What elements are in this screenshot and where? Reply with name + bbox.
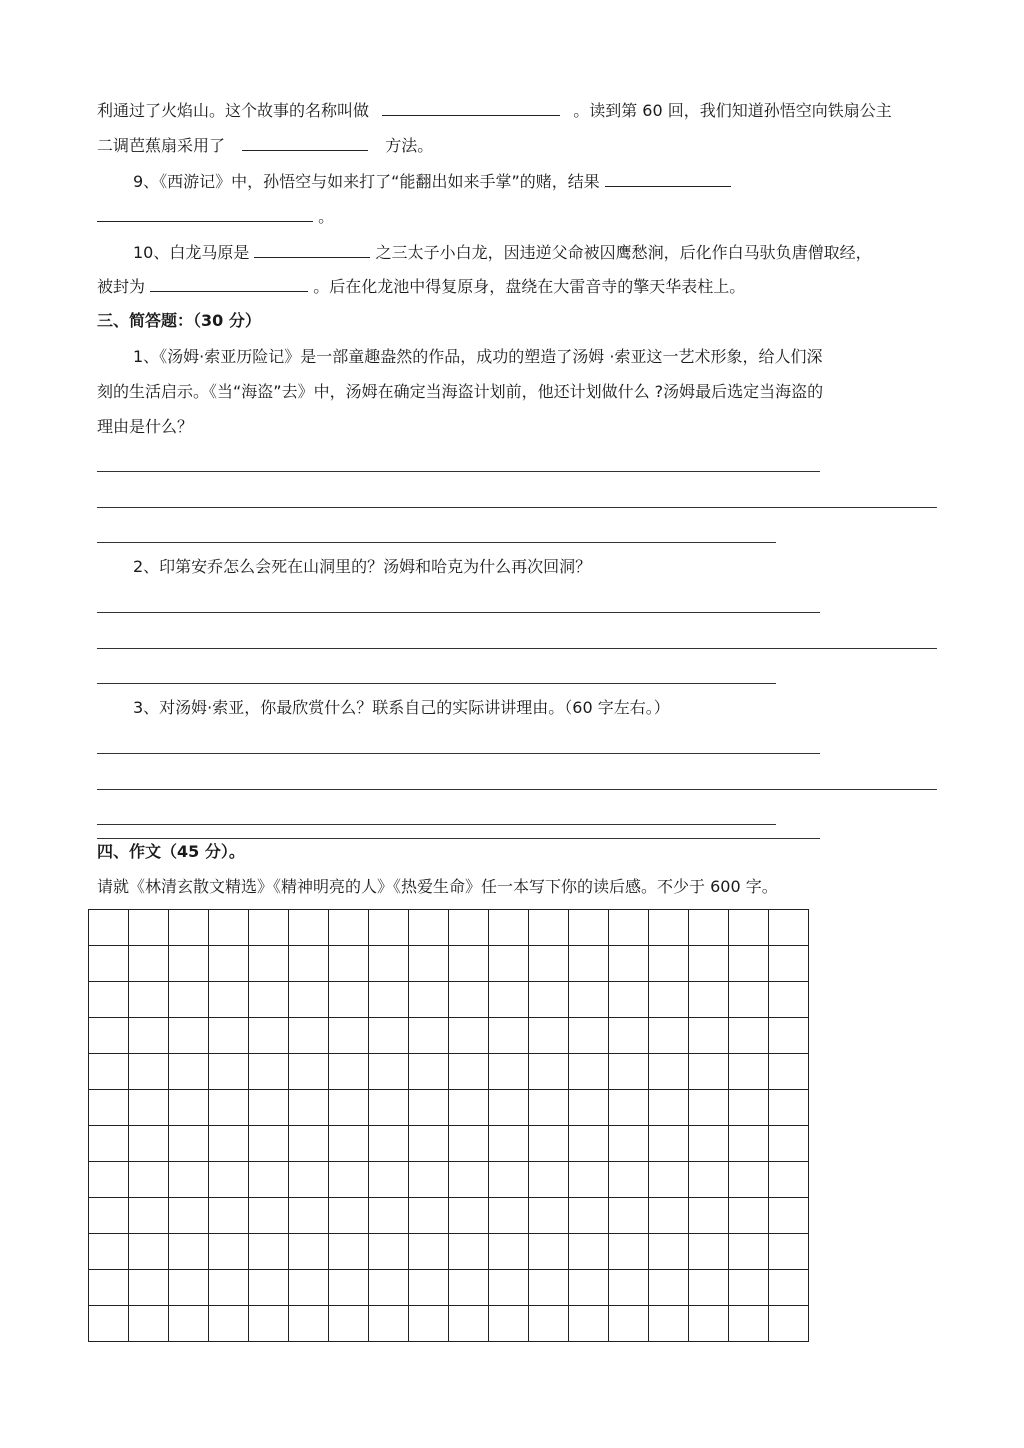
essay-grid-cell[interactable] bbox=[569, 982, 609, 1018]
essay-grid-cell[interactable] bbox=[289, 1162, 329, 1198]
essay-grid-cell[interactable] bbox=[529, 910, 569, 946]
essay-grid-cell[interactable] bbox=[249, 1198, 289, 1234]
essay-grid-cell[interactable] bbox=[649, 1234, 689, 1270]
essay-grid-cell[interactable] bbox=[769, 946, 809, 982]
essay-grid-cell[interactable] bbox=[369, 1306, 409, 1342]
essay-grid-cell[interactable] bbox=[569, 1198, 609, 1234]
essay-grid-cell[interactable] bbox=[489, 1018, 529, 1054]
essay-grid-cell[interactable] bbox=[769, 1234, 809, 1270]
essay-grid-cell[interactable] bbox=[249, 1090, 289, 1126]
essay-grid-cell[interactable] bbox=[449, 1090, 489, 1126]
essay-grid-cell[interactable] bbox=[169, 982, 209, 1018]
essay-grid-cell[interactable] bbox=[409, 1018, 449, 1054]
s3-q1-line-3: 理由是什么？ bbox=[97, 417, 194, 436]
essay-grid-cell[interactable] bbox=[529, 1306, 569, 1342]
essay-grid-cell[interactable] bbox=[609, 946, 649, 982]
essay-grid-cell[interactable] bbox=[209, 982, 249, 1018]
essay-grid-cell[interactable] bbox=[89, 1234, 129, 1270]
essay-grid-cell[interactable] bbox=[289, 946, 329, 982]
essay-grid-cell[interactable] bbox=[329, 1270, 369, 1306]
essay-grid-cell[interactable] bbox=[409, 1054, 449, 1090]
essay-grid-cell[interactable] bbox=[209, 946, 249, 982]
essay-grid-cell[interactable] bbox=[609, 1198, 649, 1234]
essay-grid-cell[interactable] bbox=[569, 1306, 609, 1342]
essay-grid-cell[interactable] bbox=[369, 1090, 409, 1126]
essay-grid-cell[interactable] bbox=[529, 982, 569, 1018]
essay-grid-cell[interactable] bbox=[729, 1198, 769, 1234]
essay-grid-cell[interactable] bbox=[369, 1234, 409, 1270]
q10-text-c: 被封为 bbox=[97, 277, 146, 296]
essay-grid-cell[interactable] bbox=[129, 982, 169, 1018]
essay-grid-cell[interactable] bbox=[449, 1234, 489, 1270]
essay-grid-cell[interactable] bbox=[409, 910, 449, 946]
essay-grid-cell[interactable] bbox=[289, 1054, 329, 1090]
q10-answer-blank-1[interactable] bbox=[254, 241, 370, 258]
essay-grid-cell[interactable] bbox=[529, 1162, 569, 1198]
essay-grid-cell[interactable] bbox=[89, 1270, 129, 1306]
essay-grid-cell[interactable] bbox=[649, 1018, 689, 1054]
essay-grid-cell[interactable] bbox=[689, 982, 729, 1018]
essay-grid-cell[interactable] bbox=[489, 946, 529, 982]
essay-grid-cell[interactable] bbox=[729, 1306, 769, 1342]
essay-grid-cell[interactable] bbox=[609, 910, 649, 946]
essay-grid-cell[interactable] bbox=[769, 1306, 809, 1342]
essay-grid-cell[interactable] bbox=[89, 1198, 129, 1234]
essay-grid-cell[interactable] bbox=[729, 946, 769, 982]
essay-grid-cell[interactable] bbox=[489, 1162, 529, 1198]
essay-grid-cell[interactable] bbox=[649, 1090, 689, 1126]
essay-grid-cell[interactable] bbox=[649, 1198, 689, 1234]
q8-text-a: 利通过了火焰山。这个故事的名称叫做 bbox=[97, 101, 370, 120]
s3-q2-answer-line-3[interactable] bbox=[97, 683, 776, 684]
s3-q1-line-2: 刻的生活启示。《当“海盗”去》中，汤姆在确定当海盗计划前，他还计划做什么 ?汤姆最后选定当海盗的 bbox=[97, 382, 824, 401]
essay-grid-cell[interactable] bbox=[449, 1054, 489, 1090]
essay-grid-cell[interactable] bbox=[169, 1198, 209, 1234]
s3-q3: 3、对汤姆·索亚，你最欣赏什么？联系自己的实际讲讲理由。（60 字左右。） bbox=[133, 698, 670, 717]
essay-grid-cell[interactable] bbox=[609, 1090, 649, 1126]
essay-grid-cell[interactable] bbox=[89, 982, 129, 1018]
essay-grid-cell[interactable] bbox=[369, 1018, 409, 1054]
essay-grid-cell[interactable] bbox=[729, 1090, 769, 1126]
essay-grid-cell[interactable] bbox=[249, 1234, 289, 1270]
essay-grid[interactable] bbox=[88, 909, 809, 1342]
essay-grid-cell[interactable] bbox=[769, 1090, 809, 1126]
essay-grid-cell[interactable] bbox=[569, 1126, 609, 1162]
essay-grid-cell[interactable] bbox=[609, 1306, 649, 1342]
essay-grid-cell[interactable] bbox=[529, 1090, 569, 1126]
essay-grid-cell[interactable] bbox=[649, 1306, 689, 1342]
q8-line-1 bbox=[97, 99, 892, 122]
essay-grid-cell[interactable] bbox=[209, 1270, 249, 1306]
essay-grid-cell[interactable] bbox=[769, 1198, 809, 1234]
essay-grid-cell[interactable] bbox=[409, 1162, 449, 1198]
essay-grid-cell[interactable] bbox=[329, 1234, 369, 1270]
essay-grid-cell[interactable] bbox=[369, 910, 409, 946]
essay-grid-cell[interactable] bbox=[129, 1270, 169, 1306]
s3-q3-answer-line-4[interactable] bbox=[97, 838, 820, 839]
essay-grid-cell[interactable] bbox=[89, 946, 129, 982]
q9-line-1 bbox=[133, 170, 731, 193]
essay-grid-cell[interactable] bbox=[649, 1126, 689, 1162]
essay-grid-cell[interactable] bbox=[609, 1270, 649, 1306]
essay-grid-cell[interactable] bbox=[729, 1126, 769, 1162]
essay-grid-cell[interactable] bbox=[209, 1126, 249, 1162]
essay-grid-cell[interactable] bbox=[489, 1270, 529, 1306]
essay-grid-cell[interactable] bbox=[449, 946, 489, 982]
essay-grid-cell[interactable] bbox=[369, 1270, 409, 1306]
essay-grid-cell[interactable] bbox=[129, 1306, 169, 1342]
essay-grid-cell[interactable] bbox=[249, 1054, 289, 1090]
q8-text-b: 。读到第 60 回，我们知道孙悟空向铁扇公主 bbox=[573, 101, 892, 120]
q10-answer-blank-2[interactable] bbox=[150, 275, 308, 292]
essay-grid-cell[interactable] bbox=[289, 1018, 329, 1054]
essay-grid-cell[interactable] bbox=[409, 1126, 449, 1162]
essay-grid-cell[interactable] bbox=[369, 982, 409, 1018]
essay-grid-cell[interactable] bbox=[569, 1090, 609, 1126]
q8-answer-blank-2[interactable] bbox=[242, 134, 368, 151]
essay-grid-cell[interactable] bbox=[129, 1234, 169, 1270]
essay-grid-cell[interactable] bbox=[409, 1090, 449, 1126]
q8-text-c: 二调芭蕉扇采用了 bbox=[97, 136, 226, 155]
essay-grid-cell[interactable] bbox=[409, 1270, 449, 1306]
essay-grid-cell[interactable] bbox=[569, 1018, 609, 1054]
essay-grid-cell[interactable] bbox=[769, 1162, 809, 1198]
section4-title: 四、作文（45 分）。 bbox=[97, 842, 245, 861]
s3-q2: 2、印第安乔怎么会死在山洞里的？汤姆和哈克为什么再次回洞？ bbox=[133, 557, 592, 576]
q10-line-2 bbox=[97, 275, 745, 298]
essay-grid-cell[interactable] bbox=[209, 910, 249, 946]
essay-grid-cell[interactable] bbox=[769, 1018, 809, 1054]
essay-grid-cell[interactable] bbox=[249, 1270, 289, 1306]
q10-line-1 bbox=[133, 241, 872, 264]
essay-grid-cell[interactable] bbox=[449, 1270, 489, 1306]
essay-grid-cell[interactable] bbox=[289, 1090, 329, 1126]
essay-grid-cell[interactable] bbox=[449, 1018, 489, 1054]
essay-grid-cell[interactable] bbox=[769, 1270, 809, 1306]
essay-grid-cell[interactable] bbox=[529, 1126, 569, 1162]
essay-grid-cell[interactable] bbox=[729, 1162, 769, 1198]
essay-grid-cell[interactable] bbox=[489, 1090, 529, 1126]
essay-grid-cell[interactable] bbox=[489, 1126, 529, 1162]
essay-grid-cell[interactable] bbox=[289, 1306, 329, 1342]
essay-grid-cell[interactable] bbox=[169, 1162, 209, 1198]
essay-grid-cell[interactable] bbox=[369, 946, 409, 982]
q10-text-d: 。后在化龙池中得复原身，盘绕在大雷音寺的擎天华表柱上。 bbox=[313, 277, 746, 296]
essay-grid-cell[interactable] bbox=[169, 1054, 209, 1090]
essay-grid-cell[interactable] bbox=[249, 982, 289, 1018]
essay-grid-cell[interactable] bbox=[89, 1054, 129, 1090]
essay-grid-cell[interactable] bbox=[209, 1162, 249, 1198]
essay-grid-cell[interactable] bbox=[249, 946, 289, 982]
s3-q3-answer-line-1[interactable] bbox=[97, 753, 820, 754]
essay-grid-cell[interactable] bbox=[369, 1054, 409, 1090]
essay-grid-cell[interactable] bbox=[89, 1018, 129, 1054]
essay-grid-cell[interactable] bbox=[529, 1198, 569, 1234]
essay-grid-cell[interactable] bbox=[449, 982, 489, 1018]
s3-q2-answer-line-2[interactable] bbox=[97, 648, 937, 649]
s3-q2-answer-line-1[interactable] bbox=[97, 612, 820, 613]
essay-grid-cell[interactable] bbox=[329, 1162, 369, 1198]
essay-grid-cell[interactable] bbox=[649, 910, 689, 946]
section3-title: 三、简答题：（30 分） bbox=[97, 311, 261, 330]
essay-grid-cell[interactable] bbox=[329, 1018, 369, 1054]
essay-grid-cell[interactable] bbox=[569, 946, 609, 982]
essay-grid-cell[interactable] bbox=[729, 1270, 769, 1306]
essay-grid-cell[interactable] bbox=[209, 1198, 249, 1234]
essay-grid-cell[interactable] bbox=[689, 1162, 729, 1198]
essay-grid-cell[interactable] bbox=[169, 1090, 209, 1126]
essay-grid-cell[interactable] bbox=[689, 946, 729, 982]
essay-grid-cell[interactable] bbox=[249, 1018, 289, 1054]
essay-grid-cell[interactable] bbox=[249, 910, 289, 946]
essay-grid-cell[interactable] bbox=[409, 946, 449, 982]
essay-grid-cell[interactable] bbox=[249, 1162, 289, 1198]
essay-grid-cell[interactable] bbox=[129, 910, 169, 946]
essay-grid-cell[interactable] bbox=[129, 946, 169, 982]
essay-grid-cell[interactable] bbox=[689, 1234, 729, 1270]
essay-grid-cell[interactable] bbox=[289, 910, 329, 946]
essay-grid-cell[interactable] bbox=[169, 946, 209, 982]
essay-grid-cell[interactable] bbox=[649, 1270, 689, 1306]
essay-grid-cell[interactable] bbox=[289, 1126, 329, 1162]
essay-grid-cell[interactable] bbox=[89, 1090, 129, 1126]
essay-grid-cell[interactable] bbox=[609, 1126, 649, 1162]
essay-grid-cell[interactable] bbox=[689, 1090, 729, 1126]
s3-q1-answer-line-1[interactable] bbox=[97, 471, 820, 472]
s3-q1-answer-line-2[interactable] bbox=[97, 507, 937, 508]
essay-grid-cell[interactable] bbox=[689, 1054, 729, 1090]
essay-grid-cell[interactable] bbox=[689, 1198, 729, 1234]
essay-grid-cell[interactable] bbox=[129, 1054, 169, 1090]
essay-grid-cell[interactable] bbox=[489, 982, 529, 1018]
essay-grid-cell[interactable] bbox=[329, 946, 369, 982]
essay-grid-cell[interactable] bbox=[529, 1054, 569, 1090]
essay-grid-cell[interactable] bbox=[609, 1162, 649, 1198]
essay-grid-cell[interactable] bbox=[729, 1234, 769, 1270]
essay-grid-cell[interactable] bbox=[409, 1234, 449, 1270]
essay-grid-cell[interactable] bbox=[169, 1234, 209, 1270]
s3-q3-answer-line-2[interactable] bbox=[97, 789, 937, 790]
essay-grid-cell[interactable] bbox=[409, 1306, 449, 1342]
essay-grid-cell[interactable] bbox=[129, 1126, 169, 1162]
essay-grid-cell[interactable] bbox=[329, 1198, 369, 1234]
essay-grid-cell[interactable] bbox=[569, 1162, 609, 1198]
essay-grid-cell[interactable] bbox=[609, 1054, 649, 1090]
essay-grid-cell[interactable] bbox=[329, 1090, 369, 1126]
essay-grid-cell[interactable] bbox=[89, 1126, 129, 1162]
essay-grid-cell[interactable] bbox=[209, 1054, 249, 1090]
essay-grid-cell[interactable] bbox=[609, 982, 649, 1018]
q8-line-2 bbox=[97, 134, 433, 157]
essay-grid-cell[interactable] bbox=[489, 910, 529, 946]
essay-grid-cell[interactable] bbox=[89, 1162, 129, 1198]
essay-grid-cell[interactable] bbox=[529, 1018, 569, 1054]
essay-grid-cell[interactable] bbox=[209, 1090, 249, 1126]
essay-grid-cell[interactable] bbox=[289, 1270, 329, 1306]
essay-grid-cell[interactable] bbox=[449, 1126, 489, 1162]
essay-grid-cell[interactable] bbox=[769, 910, 809, 946]
essay-grid-cell[interactable] bbox=[569, 910, 609, 946]
essay-grid-cell[interactable] bbox=[729, 1018, 769, 1054]
essay-grid-cell[interactable] bbox=[649, 982, 689, 1018]
s3-q1-answer-line-3[interactable] bbox=[97, 542, 776, 543]
essay-grid-cell[interactable] bbox=[329, 910, 369, 946]
essay-grid-cell[interactable] bbox=[329, 982, 369, 1018]
essay-grid-cell[interactable] bbox=[369, 1126, 409, 1162]
essay-grid-cell[interactable] bbox=[169, 910, 209, 946]
essay-grid-cell[interactable] bbox=[689, 1306, 729, 1342]
essay-grid-cell[interactable] bbox=[769, 982, 809, 1018]
essay-grid-cell[interactable] bbox=[609, 1234, 649, 1270]
q9-line-2 bbox=[97, 205, 334, 228]
q9-answer-blank-1[interactable] bbox=[605, 170, 731, 187]
essay-grid-cell[interactable] bbox=[209, 1234, 249, 1270]
essay-grid-cell[interactable] bbox=[769, 1126, 809, 1162]
essay-grid-cell[interactable] bbox=[729, 910, 769, 946]
essay-grid-cell[interactable] bbox=[169, 1270, 209, 1306]
essay-grid-cell[interactable] bbox=[529, 1234, 569, 1270]
essay-grid-cell[interactable] bbox=[449, 1198, 489, 1234]
essay-grid-cell[interactable] bbox=[129, 1162, 169, 1198]
essay-grid-cell[interactable] bbox=[569, 1234, 609, 1270]
essay-grid-cell[interactable] bbox=[169, 1126, 209, 1162]
essay-grid-cell[interactable] bbox=[489, 1234, 529, 1270]
q9-text: 9、《西游记》中，孙悟空与如来打了“能翻出如来手掌”的赌，结果 bbox=[133, 172, 600, 191]
essay-grid-cell[interactable] bbox=[529, 946, 569, 982]
essay-grid-cell[interactable] bbox=[249, 1126, 289, 1162]
q9-answer-blank-2[interactable] bbox=[97, 205, 313, 222]
q10-text-b: 之三太子小白龙，因违逆父命被囚鹰愁涧，后化作白马驮负唐僧取经， bbox=[375, 243, 872, 262]
essay-grid-cell[interactable] bbox=[369, 1162, 409, 1198]
essay-grid-cell[interactable] bbox=[689, 1126, 729, 1162]
essay-grid-cell[interactable] bbox=[249, 1306, 289, 1342]
essay-grid-cell[interactable] bbox=[129, 1198, 169, 1234]
essay-grid-cell[interactable] bbox=[449, 1306, 489, 1342]
essay-grid-cell[interactable] bbox=[209, 1306, 249, 1342]
essay-grid-cell[interactable] bbox=[209, 1018, 249, 1054]
essay-grid-cell[interactable] bbox=[329, 1054, 369, 1090]
essay-grid-cell[interactable] bbox=[769, 1054, 809, 1090]
q8-text-d: 方法。 bbox=[385, 136, 434, 155]
essay-grid-cell[interactable] bbox=[649, 946, 689, 982]
s3-q1-line-1: 1、《汤姆·索亚历险记》是一部童趣盎然的作品，成功的塑造了汤姆 ·索亚这一艺术形象，给人们深 bbox=[133, 347, 823, 366]
essay-grid-cell[interactable] bbox=[569, 1270, 609, 1306]
s3-q3-answer-line-3[interactable] bbox=[97, 824, 776, 825]
q10-text-a: 10、白龙马原是 bbox=[133, 243, 250, 262]
essay-grid-cell[interactable] bbox=[689, 1270, 729, 1306]
essay-grid-cell[interactable] bbox=[609, 1018, 649, 1054]
essay-grid-cell[interactable] bbox=[489, 1198, 529, 1234]
essay-grid-cell[interactable] bbox=[409, 1198, 449, 1234]
essay-grid-cell[interactable] bbox=[649, 1054, 689, 1090]
essay-grid-cell[interactable] bbox=[329, 1306, 369, 1342]
q8-answer-blank-1[interactable] bbox=[382, 99, 560, 116]
essay-grid-cell[interactable] bbox=[169, 1018, 209, 1054]
section4-prompt: 请就《林清玄散文精选》《精神明亮的人》《热爱生命》任一本写下你的读后感。不少于 600 字。 bbox=[97, 877, 778, 896]
essay-grid-cell[interactable] bbox=[129, 1018, 169, 1054]
essay-grid-cell[interactable] bbox=[329, 1126, 369, 1162]
q9-text-end: 。 bbox=[318, 207, 335, 226]
essay-grid-cell[interactable] bbox=[649, 1162, 689, 1198]
essay-grid-cell[interactable] bbox=[489, 1306, 529, 1342]
essay-grid-cell[interactable] bbox=[449, 1162, 489, 1198]
essay-grid-cell[interactable] bbox=[369, 1198, 409, 1234]
essay-grid-cell[interactable] bbox=[689, 1018, 729, 1054]
essay-grid-cell[interactable] bbox=[689, 910, 729, 946]
essay-grid-cell[interactable] bbox=[729, 982, 769, 1018]
essay-grid-cell[interactable] bbox=[89, 910, 129, 946]
essay-grid-cell[interactable] bbox=[289, 1234, 329, 1270]
essay-grid-cell[interactable] bbox=[729, 1054, 769, 1090]
essay-grid-cell[interactable] bbox=[569, 1054, 609, 1090]
essay-grid-cell[interactable] bbox=[449, 910, 489, 946]
essay-grid-cell[interactable] bbox=[169, 1306, 209, 1342]
essay-grid-cell[interactable] bbox=[289, 1198, 329, 1234]
essay-grid-cell[interactable] bbox=[129, 1090, 169, 1126]
essay-grid-cell[interactable] bbox=[289, 982, 329, 1018]
essay-grid-cell[interactable] bbox=[89, 1306, 129, 1342]
essay-grid-cell[interactable] bbox=[529, 1270, 569, 1306]
essay-grid-cell[interactable] bbox=[409, 982, 449, 1018]
essay-grid-cell[interactable] bbox=[489, 1054, 529, 1090]
